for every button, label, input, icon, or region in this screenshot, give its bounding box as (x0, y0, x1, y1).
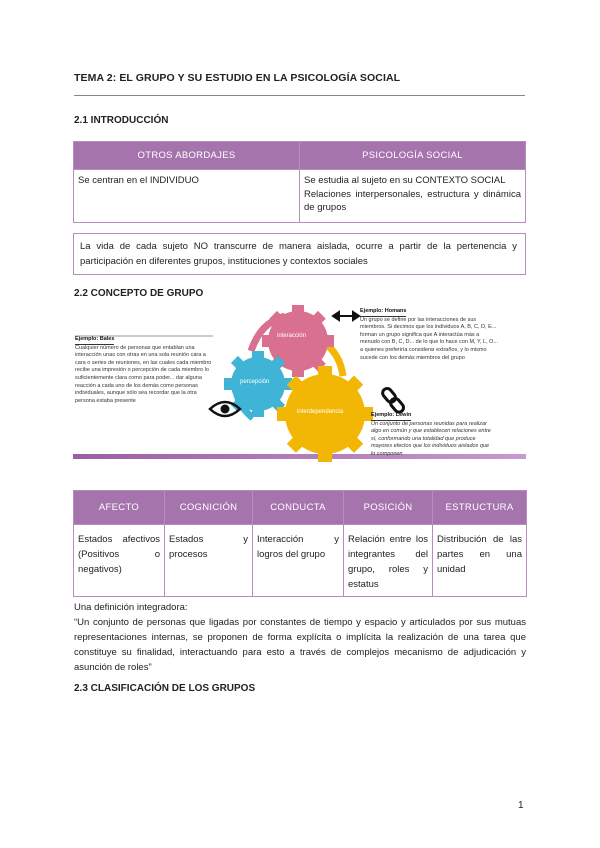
gear-perception-label: percepción (240, 379, 270, 385)
dim-header-affect: AFECTO (74, 491, 165, 525)
example-bales-text: Cualquier número de personas que entablan una interacción unas con otras en una sola reunión cara a cara o series de reuniones, en las cuales cada miembro recibe una impresión o percepción de cada miembro lo suficientemente clara como para poder... dar alguna reacción a cada uno de los demás como personas individuales, aunque sólo sea recordar que la otra persona estaba presente (75, 344, 212, 404)
example-lewin-text (371, 421, 493, 459)
group-concept-diagram (73, 296, 526, 466)
gear-interdependence-label: interdependencia (297, 409, 344, 415)
dim-header-structure: ESTRUCTURA (433, 491, 527, 525)
example-homans (360, 308, 500, 362)
dim-header-position: POSICIÓN (344, 491, 433, 525)
title-divider (74, 95, 525, 96)
approaches-table (73, 141, 526, 223)
dim-header-conduct: CONDUCTA (253, 491, 344, 525)
example-lewin-text-italic: Un conjunto de personas reunidas para realizar algo en común y que establecen relaciones entre sí, conformando una totalidad que produce mayores efectos que los individuos aislados que lo componen (371, 420, 491, 457)
dim-cell-cognition: Estados y procesos (165, 525, 253, 597)
integrative-definition (74, 600, 526, 675)
dim-cell-structure: Distribución de las partes en una unidad (433, 525, 527, 597)
example-homans-title: Ejemplo: Homans (360, 308, 406, 317)
example-lewin (371, 412, 493, 459)
double-arrow-icon (333, 312, 359, 320)
section-2-1-heading: 2.1 INTRODUCCIÓN (74, 115, 169, 126)
dim-cell-conduct: Interacción y logros del grupo (253, 525, 344, 597)
document-title: TEMA 2: EL GRUPO Y SU ESTUDIO EN LA PSICOLOGÍA SOCIAL (74, 72, 401, 84)
section-2-2-heading: 2.2 CONCEPTO DE GRUPO (74, 288, 204, 299)
section-2-3-heading: 2.3 CLASIFICACIÓN DE LOS GRUPOS (74, 683, 256, 694)
approaches-cell-social (300, 170, 526, 223)
example-lewin-title: Ejemplo: Lewin (371, 412, 411, 421)
dim-cell-affect: Estados afectivos (Positivos o negativos) (74, 525, 165, 597)
approaches-cell-individual: Se centran en el INDIVIDUO (74, 170, 300, 223)
example-bales-title: Ejemplo: Bales (75, 336, 114, 345)
approaches-header-other: OTROS ABORDAJES (74, 142, 300, 170)
dim-header-cognition: COGNICIÓN (165, 491, 253, 525)
intro-note-box: La vida de cada sujeto NO transcurre de manera aislada, ocurre a partir de la pertenencia y participación en diferentes grupos, instituciones y contextos sociales (73, 233, 526, 275)
definition-quote: “Un conjunto de personas que ligadas por constantes de tiempo y espacio y articulados por sus mutuas representaciones internas, se proponen de forma explícita o implícita la realización de una tarea que constituye su finalidad, interactuando para esto a través de complejos mecanismo de adjudicación y asunción de roles” (74, 617, 526, 673)
social-context-line: Se estudia al sujeto en su CONTEXTO SOCIAL (304, 175, 506, 186)
gear-interaction-label: interacción (277, 333, 307, 339)
dim-cell-position: Relación entre los integrantes del grupo, roles y estatus (344, 525, 433, 597)
relations-line: Relaciones interpersonales, estructura y dinámica de grupos (304, 188, 521, 213)
page-number: 1 (518, 800, 524, 811)
example-homans-text: Un grupo se define por las interacciones de sus miembros. Si decimos que los individuos A, B, C, D, E... forman un grupo significa que A interactúa más a menudo con B, C, D... de lo que lo hace con M, Y, L, O... a quienes preferiría considerar extraños, y lo mismo sucede con los demás miembros del grupo (360, 316, 498, 361)
chain-link-icon (381, 387, 406, 414)
example-bales (75, 336, 213, 405)
approaches-header-social: PSICOLOGÍA SOCIAL (300, 142, 526, 170)
definition-intro: Una definición integradora: (74, 602, 188, 613)
dimensions-table (73, 490, 527, 597)
